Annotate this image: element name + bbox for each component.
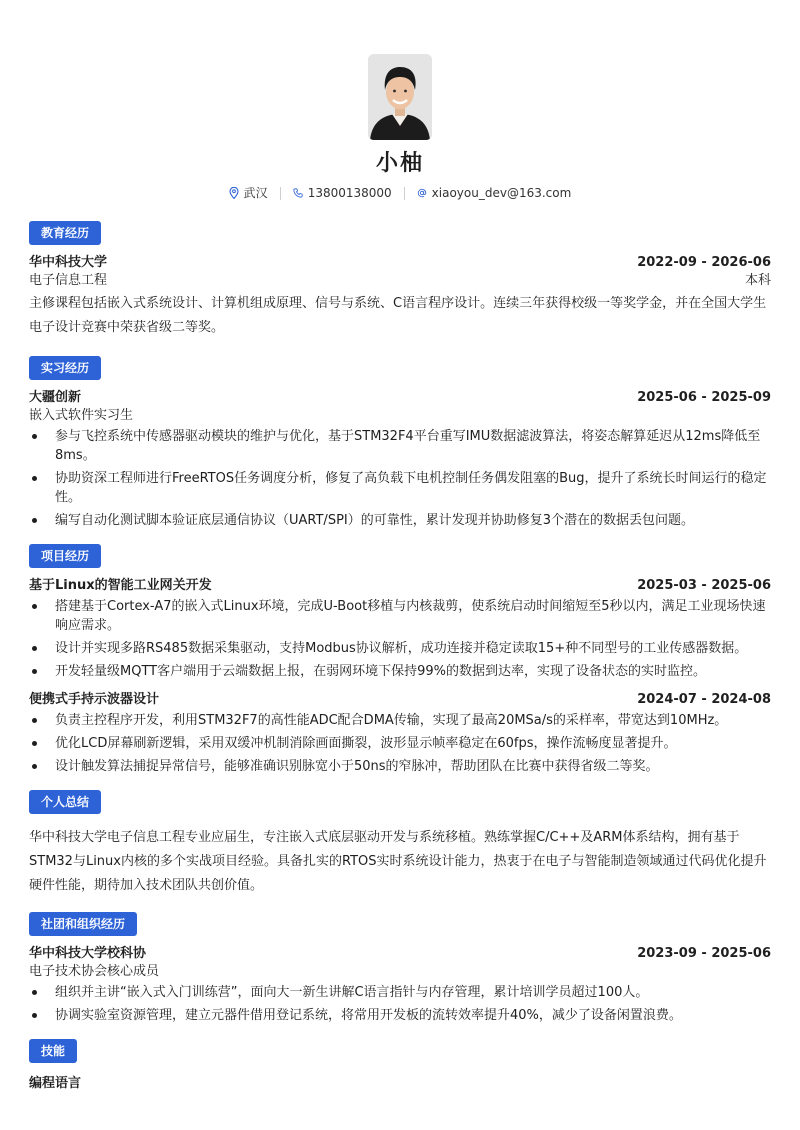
company-name: 大疆创新 xyxy=(29,390,82,405)
resume-header xyxy=(29,0,771,202)
summary-section xyxy=(29,790,771,898)
section-heading: 社团和组织经历 xyxy=(29,912,137,936)
section-heading: 项目经历 xyxy=(29,544,101,568)
contact-email[interactable] xyxy=(405,184,584,202)
education-date: 2022-09 - 2026-06 xyxy=(637,255,771,270)
section-heading: 个人总结 xyxy=(29,790,101,814)
club-entry xyxy=(29,945,771,1025)
project-title: 便携式手持示波器设计 xyxy=(29,692,160,707)
skills-entry xyxy=(29,1072,771,1091)
section-heading: 实习经历 xyxy=(29,356,101,380)
email-text: xiaoyou_dev@163.com xyxy=(431,186,572,200)
internship-section xyxy=(29,356,771,530)
project-date: 2024-07 - 2024-08 xyxy=(637,692,771,707)
section-heading: 技能 xyxy=(29,1039,77,1063)
phone-icon xyxy=(293,187,303,199)
skills-section xyxy=(29,1039,771,1091)
project-bullets xyxy=(29,597,771,681)
avatar xyxy=(368,54,432,140)
contact-location xyxy=(217,184,280,202)
project-bullets xyxy=(29,711,771,776)
list-item: 协调实验室资源管理，建立元器件借用登记系统，将常用开发板的流转效率提升40%，减少了设备闲置浪费。 xyxy=(29,1006,771,1025)
school-name: 华中科技大学 xyxy=(29,255,108,270)
list-item: 负责主控程序开发，利用STM32F7的高性能ADC配合DMA传输，实现了最高20MSa/s的采样率，带宽达到10MHz。 xyxy=(29,711,771,730)
org-name: 华中科技大学校科协 xyxy=(29,946,147,961)
degree: 本科 xyxy=(744,273,771,288)
contact-bar xyxy=(29,184,771,202)
project-date: 2025-03 - 2025-06 xyxy=(637,578,771,593)
skills-subheading: 编程语言 xyxy=(29,1076,82,1091)
list-item: 设计触发算法捕捉异常信号，能够准确识别脉宽小于50ns的窄脉冲，帮助团队在比赛中获得省级二等奖。 xyxy=(29,757,771,776)
project-entry xyxy=(29,691,771,776)
list-item: 参与飞控系统中传感器驱动模块的维护与优化，基于STM32F4平台重写IMU数据滤波算法，将姿态解算延迟从12ms降低至8ms。 xyxy=(29,427,771,465)
club-date: 2023-09 - 2025-06 xyxy=(637,946,771,961)
internship-role: 嵌入式软件实习生 xyxy=(29,408,134,423)
project-title: 基于Linux的智能工业网关开发 xyxy=(29,578,212,593)
education-description: 主修课程包括嵌入式系统设计、计算机组成原理、信号与系统、C语言程序设计。连续三年获得校级一等奖学金，并在全国大学生电子设计竞赛中荣获省级二等奖。 xyxy=(29,296,767,335)
list-item: 优化LCD屏幕刷新逻辑，采用双缓冲机制消除画面撕裂，波形显示帧率稳定在60fps，操作流畅度显著提升。 xyxy=(29,734,771,753)
club-bullets xyxy=(29,983,771,1025)
club-role: 电子技术协会核心成员 xyxy=(29,964,160,979)
avatar-photo xyxy=(368,54,432,140)
section-heading: 教育经历 xyxy=(29,221,101,245)
list-item: 搭建基于Cortex-A7的嵌入式Linux环境，完成U-Boot移植与内核裁剪，使系统启动时间缩短至5秒以内，满足工业现场快速响应需求。 xyxy=(29,597,771,635)
list-item: 设计并实现多路RS485数据采集驱动，支持Modbus协议解析，成功连接并稳定读取15+种不同型号的工业传感器数据。 xyxy=(29,639,771,658)
summary-text: 华中科技大学电子信息工程专业应届生，专注嵌入式底层驱动开发与系统移植。熟练掌握C/C++及ARM体系结构，拥有基于STM32与Linux内核的多个实战项目经验。具备扎实的RTOS实时系统设计能力，热衷于在电子与智能制造领域通过代码优化提升硬件性能，期待加入技术团队共创价值。 xyxy=(29,830,767,893)
list-item: 编写自动化测试脚本验证底层通信协议（UART/SPI）的可靠性，累计发现并协助修复3个潜在的数据丢包问题。 xyxy=(29,511,771,530)
education-section xyxy=(29,221,771,340)
internship-entry xyxy=(29,389,771,530)
list-item: 开发轻量级MQTT客户端用于云端数据上报，在弱网环境下保持99%的数据到达率，实现了设备状态的实时监控。 xyxy=(29,662,771,681)
education-entry xyxy=(29,254,771,340)
internship-date: 2025-06 - 2025-09 xyxy=(637,390,771,405)
project-entry xyxy=(29,577,771,681)
candidate-name: 小柚 xyxy=(375,151,424,176)
projects-section xyxy=(29,544,771,776)
location-text: 武汉 xyxy=(243,186,268,200)
list-item: 组织并主讲“嵌入式入门训练营”，面向大一新生讲解C语言指针与内存管理，累计培训学员超过100人。 xyxy=(29,983,771,1002)
map-pin-icon xyxy=(229,187,239,199)
list-item: 协助资深工程师进行FreeRTOS任务调度分析，修复了高负载下电机控制任务偶发阻塞的Bug，提升了系统长时间运行的稳定性。 xyxy=(29,469,771,507)
phone-text: 13800138000 xyxy=(307,186,392,200)
major: 电子信息工程 xyxy=(29,273,108,288)
internship-bullets xyxy=(29,427,771,530)
contact-phone[interactable] xyxy=(281,184,404,202)
at-sign-icon xyxy=(417,187,427,199)
clubs-section xyxy=(29,912,771,1025)
